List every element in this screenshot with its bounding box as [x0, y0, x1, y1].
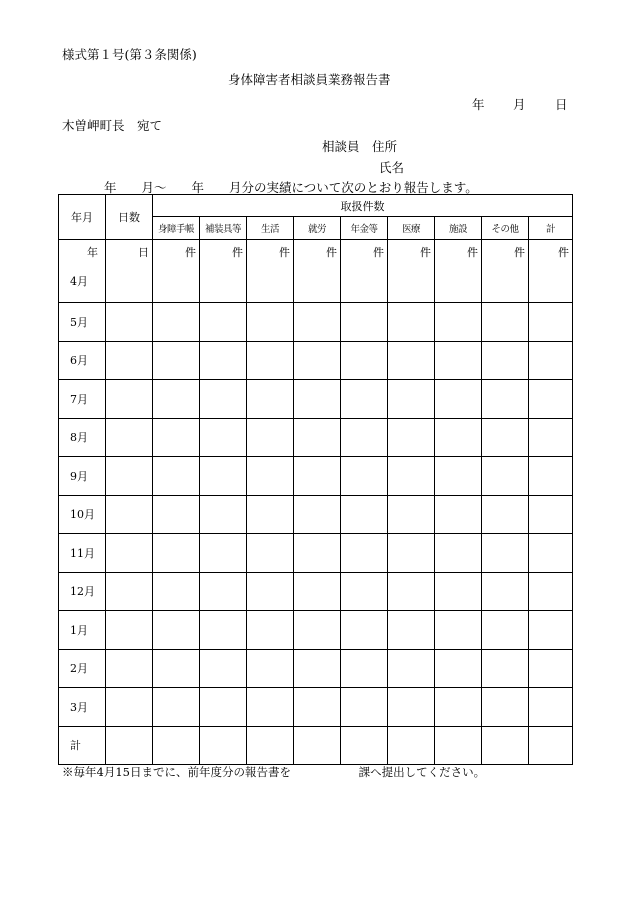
month-label: 10月 [59, 495, 106, 534]
table-cell[interactable] [341, 240, 388, 303]
table-row [59, 457, 573, 496]
table-cell[interactable] [106, 303, 153, 342]
table-cell[interactable] [341, 495, 388, 534]
table-cell[interactable] [529, 611, 573, 650]
table-cell[interactable] [153, 611, 200, 650]
table-cell[interactable] [106, 726, 153, 765]
unit-case: 件 [326, 246, 337, 259]
table-cell[interactable] [388, 418, 435, 457]
category-total: 計 [529, 217, 573, 240]
table-cell[interactable] [247, 495, 294, 534]
header-days: 日数 [106, 195, 153, 240]
table-cell[interactable] [294, 611, 341, 650]
table-cell[interactable] [200, 649, 247, 688]
table-cell[interactable] [294, 572, 341, 611]
table-cell[interactable] [388, 341, 435, 380]
table-cell[interactable] [153, 457, 200, 496]
table-cell[interactable] [388, 649, 435, 688]
table-cell[interactable] [341, 688, 388, 727]
footnote-part2: 課へ提出してください。 [358, 765, 486, 779]
date-day-label: 日 [555, 97, 568, 112]
table-cell[interactable] [153, 726, 200, 765]
table-cell[interactable] [529, 688, 573, 727]
table-cell[interactable] [341, 534, 388, 573]
table-cell[interactable] [529, 726, 573, 765]
table-cell[interactable] [388, 303, 435, 342]
table-row [59, 611, 573, 650]
table-cell[interactable] [200, 341, 247, 380]
unit-case: 件 [279, 246, 290, 259]
table-cell[interactable] [529, 418, 573, 457]
table-cell[interactable] [482, 418, 529, 457]
table-cell[interactable] [200, 534, 247, 573]
table-cell[interactable] [435, 380, 482, 419]
table-cell[interactable] [153, 649, 200, 688]
table-cell[interactable] [529, 649, 573, 688]
table-row [59, 688, 573, 727]
table-cell[interactable] [247, 457, 294, 496]
table-cell[interactable] [341, 341, 388, 380]
month-label: 2月 [59, 649, 106, 688]
table-cell[interactable] [106, 534, 153, 573]
category-assistive-devices: 補装具等 [200, 217, 247, 240]
category-other: その他 [482, 217, 529, 240]
category-employment: 就労 [294, 217, 341, 240]
table-cell[interactable] [294, 688, 341, 727]
table-cell[interactable] [294, 418, 341, 457]
table-cell[interactable] [247, 418, 294, 457]
date-year-label: 年 [472, 97, 485, 112]
table-cell[interactable] [247, 240, 294, 303]
category-facility: 施設 [435, 217, 482, 240]
footnote-part1: ※毎年4月15日までに、前年度分の報告書を [62, 765, 291, 779]
table-cell[interactable] [435, 726, 482, 765]
unit-case: 件 [232, 246, 243, 259]
table-cell[interactable] [435, 457, 482, 496]
table-cell[interactable] [106, 688, 153, 727]
table-cell[interactable] [247, 534, 294, 573]
table-cell[interactable] [341, 380, 388, 419]
month-label: 6月 [59, 341, 106, 380]
table-cell[interactable] [106, 380, 153, 419]
table-row [59, 726, 573, 765]
table-cell[interactable] [200, 457, 247, 496]
table-cell[interactable] [106, 649, 153, 688]
table-cell[interactable] [529, 495, 573, 534]
table-cell[interactable] [529, 303, 573, 342]
unit-case: 件 [185, 246, 196, 259]
report-table [58, 194, 573, 765]
table-row [59, 534, 573, 573]
footnote [62, 764, 485, 780]
table-cell[interactable] [200, 380, 247, 419]
table-cell[interactable] [435, 611, 482, 650]
table-cell[interactable] [200, 495, 247, 534]
period-statement: 年 月～ 年 月分の実績について次のとおり報告します。 [104, 180, 478, 195]
table-cell[interactable] [529, 380, 573, 419]
table-cell[interactable] [153, 495, 200, 534]
table-cell[interactable] [200, 240, 247, 303]
table-row [59, 495, 573, 534]
table-cell[interactable] [388, 572, 435, 611]
table-cell[interactable] [153, 380, 200, 419]
table-cell[interactable] [482, 534, 529, 573]
category-daily-life: 生活 [247, 217, 294, 240]
table-cell[interactable] [153, 418, 200, 457]
table-cell[interactable] [435, 688, 482, 727]
table-cell[interactable] [247, 688, 294, 727]
month-label: 9月 [59, 457, 106, 496]
table-cell[interactable] [482, 726, 529, 765]
table-cell[interactable] [294, 240, 341, 303]
table-cell[interactable] [106, 418, 153, 457]
table-cell[interactable] [388, 611, 435, 650]
table-cell[interactable] [106, 572, 153, 611]
table-cell[interactable] [247, 572, 294, 611]
form-number: 様式第１号(第３条関係) [62, 47, 197, 62]
counselor-address-label: 相談員 住所 [322, 139, 398, 154]
table-row [59, 380, 573, 419]
table-cell[interactable] [341, 726, 388, 765]
unit-case: 件 [514, 246, 525, 259]
month-label: 12月 [59, 572, 106, 611]
table-cell[interactable] [341, 303, 388, 342]
table-cell[interactable] [435, 418, 482, 457]
table-cell[interactable] [294, 303, 341, 342]
table-cell[interactable] [153, 341, 200, 380]
table-cell[interactable] [482, 341, 529, 380]
table-cell[interactable] [200, 303, 247, 342]
month-label: 7月 [59, 380, 106, 419]
table-cell[interactable] [435, 303, 482, 342]
table-cell[interactable] [388, 726, 435, 765]
table-cell[interactable] [341, 649, 388, 688]
table-cell[interactable] [482, 457, 529, 496]
table-cell[interactable] [200, 726, 247, 765]
table-row [59, 341, 573, 380]
table-cell[interactable] [482, 688, 529, 727]
table-cell[interactable] [435, 495, 482, 534]
table-cell[interactable] [106, 240, 153, 303]
table-cell[interactable] [482, 380, 529, 419]
header-cases: 取扱件数 [153, 195, 573, 217]
table-cell[interactable] [200, 611, 247, 650]
table-cell[interactable] [247, 303, 294, 342]
table-cell[interactable] [200, 572, 247, 611]
table-cell[interactable] [106, 611, 153, 650]
table-cell[interactable] [388, 240, 435, 303]
month-label: 5月 [59, 303, 106, 342]
unit-year: 年 [87, 246, 98, 259]
table-cell[interactable] [529, 457, 573, 496]
page-title: 身体障害者相談員業務報告書 [228, 72, 391, 87]
date-month-label: 月 [513, 97, 526, 112]
table-cell[interactable] [247, 649, 294, 688]
table-row [59, 418, 573, 457]
table-cell[interactable] [294, 649, 341, 688]
table-row [59, 649, 573, 688]
table-cell[interactable] [482, 611, 529, 650]
table-cell[interactable] [294, 726, 341, 765]
category-medical: 医療 [388, 217, 435, 240]
table-cell[interactable] [153, 688, 200, 727]
month-label: 4月 [70, 275, 88, 288]
table-cell[interactable] [247, 341, 294, 380]
unit-day: 日 [138, 246, 149, 259]
table-cell[interactable] [388, 495, 435, 534]
table-cell[interactable] [341, 572, 388, 611]
table-cell[interactable] [153, 572, 200, 611]
table-cell[interactable] [247, 611, 294, 650]
counselor-name-label: 氏名 [379, 160, 405, 175]
table-cell[interactable] [482, 495, 529, 534]
table-cell[interactable] [529, 534, 573, 573]
table-cell[interactable] [247, 726, 294, 765]
table-cell[interactable] [482, 303, 529, 342]
table-cell[interactable] [106, 457, 153, 496]
unit-case: 件 [558, 246, 569, 259]
table-row [59, 572, 573, 611]
table-cell[interactable] [59, 240, 106, 303]
table-cell[interactable] [529, 341, 573, 380]
table-cell[interactable] [200, 418, 247, 457]
table-cell[interactable] [294, 534, 341, 573]
unit-case: 件 [467, 246, 478, 259]
table-cell[interactable] [294, 495, 341, 534]
month-label: 8月 [59, 418, 106, 457]
addressee: 木曽岬町長 宛て [62, 118, 163, 133]
table-cell[interactable] [294, 457, 341, 496]
table-cell[interactable] [482, 572, 529, 611]
table-cell[interactable] [388, 688, 435, 727]
table-cell[interactable] [388, 534, 435, 573]
table-cell[interactable] [435, 341, 482, 380]
table-cell[interactable] [341, 418, 388, 457]
month-label: 3月 [59, 688, 106, 727]
table-cell[interactable] [247, 380, 294, 419]
table-cell[interactable] [529, 240, 573, 303]
table-cell[interactable] [435, 240, 482, 303]
table-cell[interactable] [294, 380, 341, 419]
table-cell[interactable] [153, 534, 200, 573]
table-cell[interactable] [482, 649, 529, 688]
table-cell[interactable] [294, 341, 341, 380]
table-cell[interactable] [529, 572, 573, 611]
table-cell[interactable] [388, 380, 435, 419]
table-cell[interactable] [106, 495, 153, 534]
table-cell[interactable] [341, 611, 388, 650]
unit-case: 件 [420, 246, 431, 259]
table-cell[interactable] [106, 341, 153, 380]
table-cell[interactable] [200, 688, 247, 727]
table-cell[interactable] [435, 572, 482, 611]
table-cell[interactable] [435, 534, 482, 573]
table-cell[interactable] [435, 649, 482, 688]
category-disability-handbook: 身障手帳 [153, 217, 200, 240]
month-label: 1月 [59, 611, 106, 650]
unit-case: 件 [373, 246, 384, 259]
table-row [59, 240, 573, 303]
category-pension: 年金等 [341, 217, 388, 240]
table-cell[interactable] [153, 303, 200, 342]
header-year-month: 年月 [59, 195, 106, 240]
table-cell[interactable] [482, 240, 529, 303]
table-cell[interactable] [341, 457, 388, 496]
month-label: 計 [59, 726, 106, 765]
table-cell[interactable] [388, 457, 435, 496]
table-row [59, 303, 573, 342]
month-label: 11月 [59, 534, 106, 573]
table-cell[interactable] [153, 240, 200, 303]
